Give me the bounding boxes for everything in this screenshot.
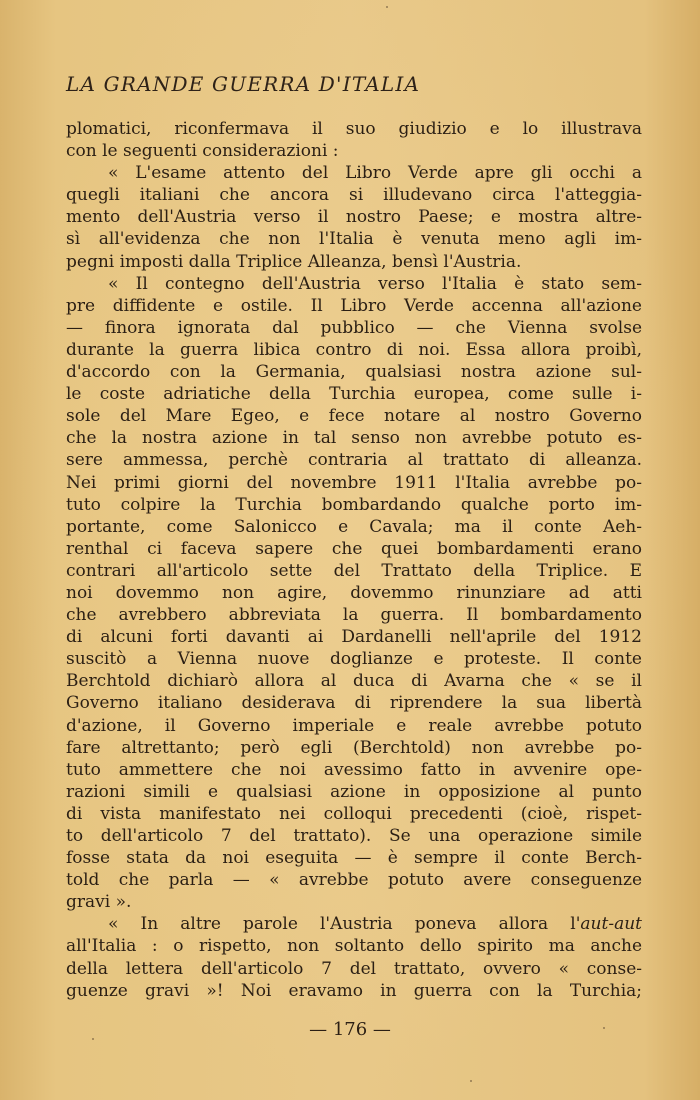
paper-speck bbox=[92, 1038, 94, 1040]
text-line: le coste adriatiche della Turchia europea, come sulle i- bbox=[66, 384, 642, 405]
paper-speck bbox=[470, 1080, 472, 1082]
text-line: noi dovemmo non agire, dovemmo rinunziare ad atti bbox=[66, 582, 642, 603]
text-line: Governo italiano desiderava di riprendere la sua libertà bbox=[66, 693, 642, 714]
text-line: fosse stata da noi eseguita — è sempre il conte Berch- bbox=[66, 848, 642, 869]
text-line: della lettera dell'articolo 7 del trattato, ovvero « conse- bbox=[66, 958, 642, 979]
text-line: tuto colpire la Turchia bombardando qualche porto im- bbox=[66, 494, 642, 515]
text-line: Nei primi giorni del novembre 1911 l'Italia avrebbe po- bbox=[66, 472, 642, 493]
running-head: LA GRANDE GUERRA D'ITALIA bbox=[66, 72, 421, 96]
text-line: suscitò a Vienna nuove doglianze e proteste. Il conte bbox=[66, 649, 642, 670]
text-line: — finora ignorata dal pubblico — che Vienna svolse bbox=[66, 317, 642, 338]
text-line: Berchtold dichiarò allora al duca di Avarna che « se il bbox=[66, 671, 642, 692]
page-number: — 176 — bbox=[309, 1019, 391, 1040]
text-line: di alcuni forti davanti ai Dardanelli nell'aprile del 1912 bbox=[66, 627, 642, 648]
text-line: guenze gravi »! Noi eravamo in guerra con la Turchia; bbox=[66, 980, 642, 1001]
text-line: con le seguenti considerazioni : bbox=[66, 141, 339, 162]
text-line: sì all'evidenza che non l'Italia è venuta meno agli im- bbox=[66, 229, 642, 250]
text-line: quegli italiani che ancora si illudevano circa l'atteggia- bbox=[66, 185, 642, 206]
text-line: sole del Mare Egeo, e fece notare al nostro Governo bbox=[66, 406, 642, 427]
italic-term: aut-aut bbox=[580, 914, 642, 935]
text-line: fare altrettanto; però egli (Berchtold) non avrebbe po- bbox=[66, 737, 642, 758]
text-line: che la nostra azione in tal senso non avrebbe potuto es- bbox=[66, 428, 642, 449]
text-line: razioni simili e qualsiasi azione in opposizione al punto bbox=[66, 781, 642, 802]
paper-speck bbox=[603, 1027, 605, 1029]
body-text bbox=[66, 118, 642, 1002]
text-line: durante la guerra libica contro di noi. Essa allora proibì, bbox=[66, 339, 642, 360]
text-line: gravi ». bbox=[66, 892, 132, 913]
text-line: « In altre parole l'Austria poneva allora l'aut-aut bbox=[108, 914, 642, 935]
text-line: « Il contegno dell'Austria verso l'Italia è stato sem- bbox=[108, 273, 642, 294]
text-line: tuto ammettere che noi avessimo fatto in avvenire ope- bbox=[66, 759, 642, 780]
text-line: mento dell'Austria verso il nostro Paese; e mostra altre- bbox=[66, 207, 642, 228]
text-line: che avrebbero abbreviata la guerra. Il bombardamento bbox=[66, 605, 642, 626]
text-line: pre diffidente e ostile. Il Libro Verde accenna all'azione bbox=[66, 295, 642, 316]
text-line: portante, come Salonicco e Cavala; ma il conte Aeh- bbox=[66, 516, 642, 537]
text-line: pegni imposti dalla Triplice Alleanza, bensì l'Austria. bbox=[66, 251, 522, 272]
text-line: d'azione, il Governo imperiale e reale avrebbe potuto bbox=[66, 715, 642, 736]
text-line: d'accordo con la Germania, qualsiasi nostra azione sul- bbox=[66, 362, 642, 383]
text-line: to dell'articolo 7 del trattato). Se una operazione simile bbox=[66, 826, 642, 846]
text-line: all'Italia : o rispetto, non soltanto dello spirito ma anche bbox=[66, 936, 642, 957]
text-line: di vista manifestato nei colloqui precedenti (cioè, rispet- bbox=[66, 803, 642, 824]
text-line: sere ammessa, perchè contraria al trattato di alleanza. bbox=[66, 450, 642, 471]
text-line: told che parla — « avrebbe potuto avere conseguenze bbox=[66, 870, 642, 891]
paper-speck bbox=[386, 6, 388, 8]
text-line: renthal ci faceva sapere che quei bombardamenti erano bbox=[66, 538, 642, 559]
text-line: plomatici, riconfermava il suo giudizio e lo illustrava bbox=[66, 119, 642, 139]
text-line: contrari all'articolo sette del Trattato della Triplice. E bbox=[66, 560, 642, 581]
text-line: « L'esame attento del Libro Verde apre gli occhi a bbox=[108, 163, 642, 184]
